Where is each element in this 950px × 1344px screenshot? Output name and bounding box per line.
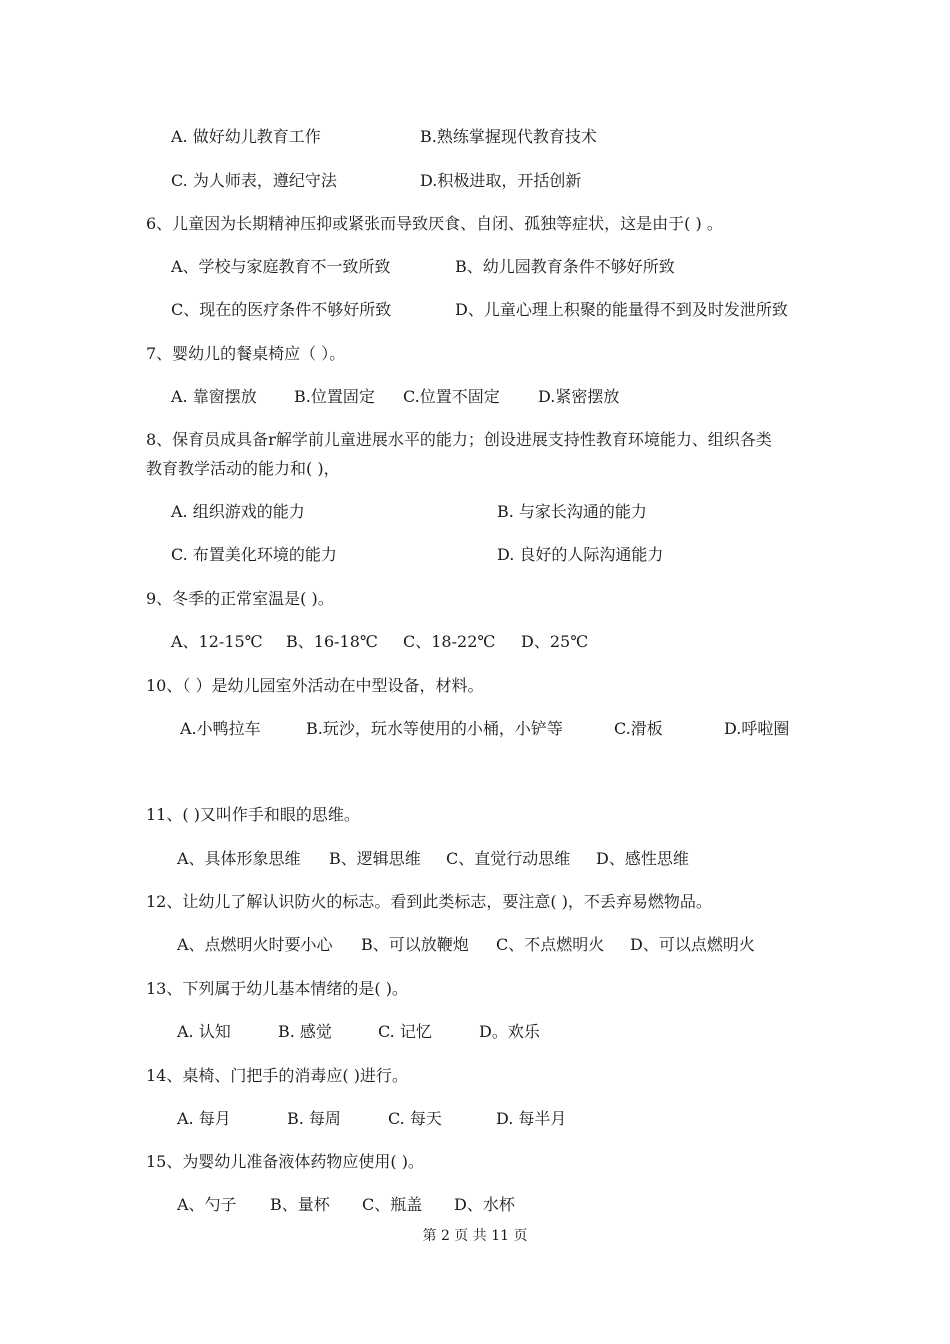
q9-option-d: D、25℃ [521, 632, 589, 651]
q5-option-b: B.熟练掌握现代教育技术 [420, 127, 597, 146]
q13-stem: 13、下列属于幼儿基本情绪的是( )。 [146, 979, 408, 998]
page-number-footer: 第 2 页 共 11 页 [422, 1228, 528, 1244]
q6-option-d: D、儿童心理上积聚的能量得不到及时发泄所致 [455, 300, 788, 319]
q12-option-c: C、不点燃明火 [496, 935, 605, 954]
q7-stem: 7、婴幼儿的餐桌椅应（ ）。 [146, 344, 346, 363]
q7-option-b: B.位置固定 [294, 387, 375, 406]
q11-option-a: A、具体形象思维 [177, 849, 301, 868]
q6-stem: 6、儿童因为长期精神压抑或紧张而导致厌食、自闭、孤独等症状，这是由于( ) 。 [146, 214, 723, 233]
q8-option-c: C. 布置美化环境的能力 [171, 545, 337, 564]
q15-option-b: B、量杯 [270, 1195, 330, 1214]
q11-option-b: B、逻辑思维 [329, 849, 421, 868]
q15-option-d: D、水杯 [454, 1195, 515, 1214]
q7-option-d: D.紧密摆放 [538, 387, 620, 406]
q6-option-c: C、现在的医疗条件不够好所致 [171, 300, 392, 319]
q12-stem: 12、让幼儿了解认识防火的标志。看到此类标志，要注意( )，不丢弃易燃物品。 [146, 892, 712, 911]
q10-option-a: A.小鸭拉车 [180, 719, 261, 738]
q15-stem: 15、为婴幼儿准备液体药物应使用( )。 [146, 1152, 424, 1171]
q8-stem-line1: 8、保育员成具备r解学前儿童进展水平的能力；创设进展支持性教育环境能力、组织各类 [146, 430, 772, 449]
q8-option-d: D. 良好的人际沟通能力 [497, 545, 664, 564]
q15-option-c: C、瓶盖 [362, 1195, 423, 1214]
q11-option-c: C、直觉行动思维 [446, 849, 571, 868]
q14-option-c: C. 每天 [388, 1109, 442, 1128]
q14-option-b: B. 每周 [287, 1109, 341, 1128]
q12-option-a: A、点燃明火时要小心 [177, 935, 333, 954]
q13-option-b: B. 感觉 [278, 1022, 332, 1041]
q9-stem: 9、冬季的正常室温是( )。 [146, 589, 334, 608]
q13-option-a: A. 认知 [177, 1022, 231, 1041]
q12-option-d: D、可以点燃明火 [630, 935, 755, 954]
q7-option-a: A. 靠窗摆放 [171, 387, 257, 406]
q8-option-b: B. 与家长沟通的能力 [497, 502, 647, 521]
q5-option-c: C. 为人师表，遵纪守法 [171, 171, 337, 190]
q8-option-a: A. 组织游戏的能力 [171, 502, 305, 521]
q5-option-a: A. 做好幼儿教育工作 [171, 127, 321, 146]
q12-option-b: B、可以放鞭炮 [361, 935, 469, 954]
q14-option-d: D. 每半月 [496, 1109, 567, 1128]
q5-option-d: D.积极进取，开括创新 [420, 171, 582, 190]
q15-option-a: A、勺子 [177, 1195, 237, 1214]
q10-stem: 10、（ ）是幼儿园室外活动在中型设备，材料。 [146, 676, 484, 695]
q10-option-c: C.滑板 [614, 719, 663, 738]
q10-option-d: D.呼啦圈 [724, 719, 790, 738]
q11-stem: 11、( )又叫作手和眼的思维。 [146, 805, 360, 824]
q9-option-a: A、12-15℃ [171, 632, 263, 651]
q7-option-c: C.位置不固定 [403, 387, 500, 406]
q11-option-d: D、感性思维 [596, 849, 689, 868]
q13-option-c: C. 记忆 [378, 1022, 432, 1041]
q14-option-a: A. 每月 [177, 1109, 231, 1128]
q14-stem: 14、桌椅、门把手的消毒应( )进行。 [146, 1066, 408, 1085]
q9-option-c: C、18-22℃ [403, 632, 496, 651]
q10-option-b: B.玩沙，玩水等使用的小桶，小铲等 [306, 719, 563, 738]
q13-option-d: D。欢乐 [479, 1022, 540, 1041]
q8-stem-line2: 教育教学活动的能力和( )， [146, 459, 340, 478]
q6-option-b: B、幼儿园教育条件不够好所致 [455, 257, 675, 276]
q6-option-a: A、学校与家庭教育不一致所致 [171, 257, 391, 276]
q9-option-b: B、16-18℃ [286, 632, 378, 651]
